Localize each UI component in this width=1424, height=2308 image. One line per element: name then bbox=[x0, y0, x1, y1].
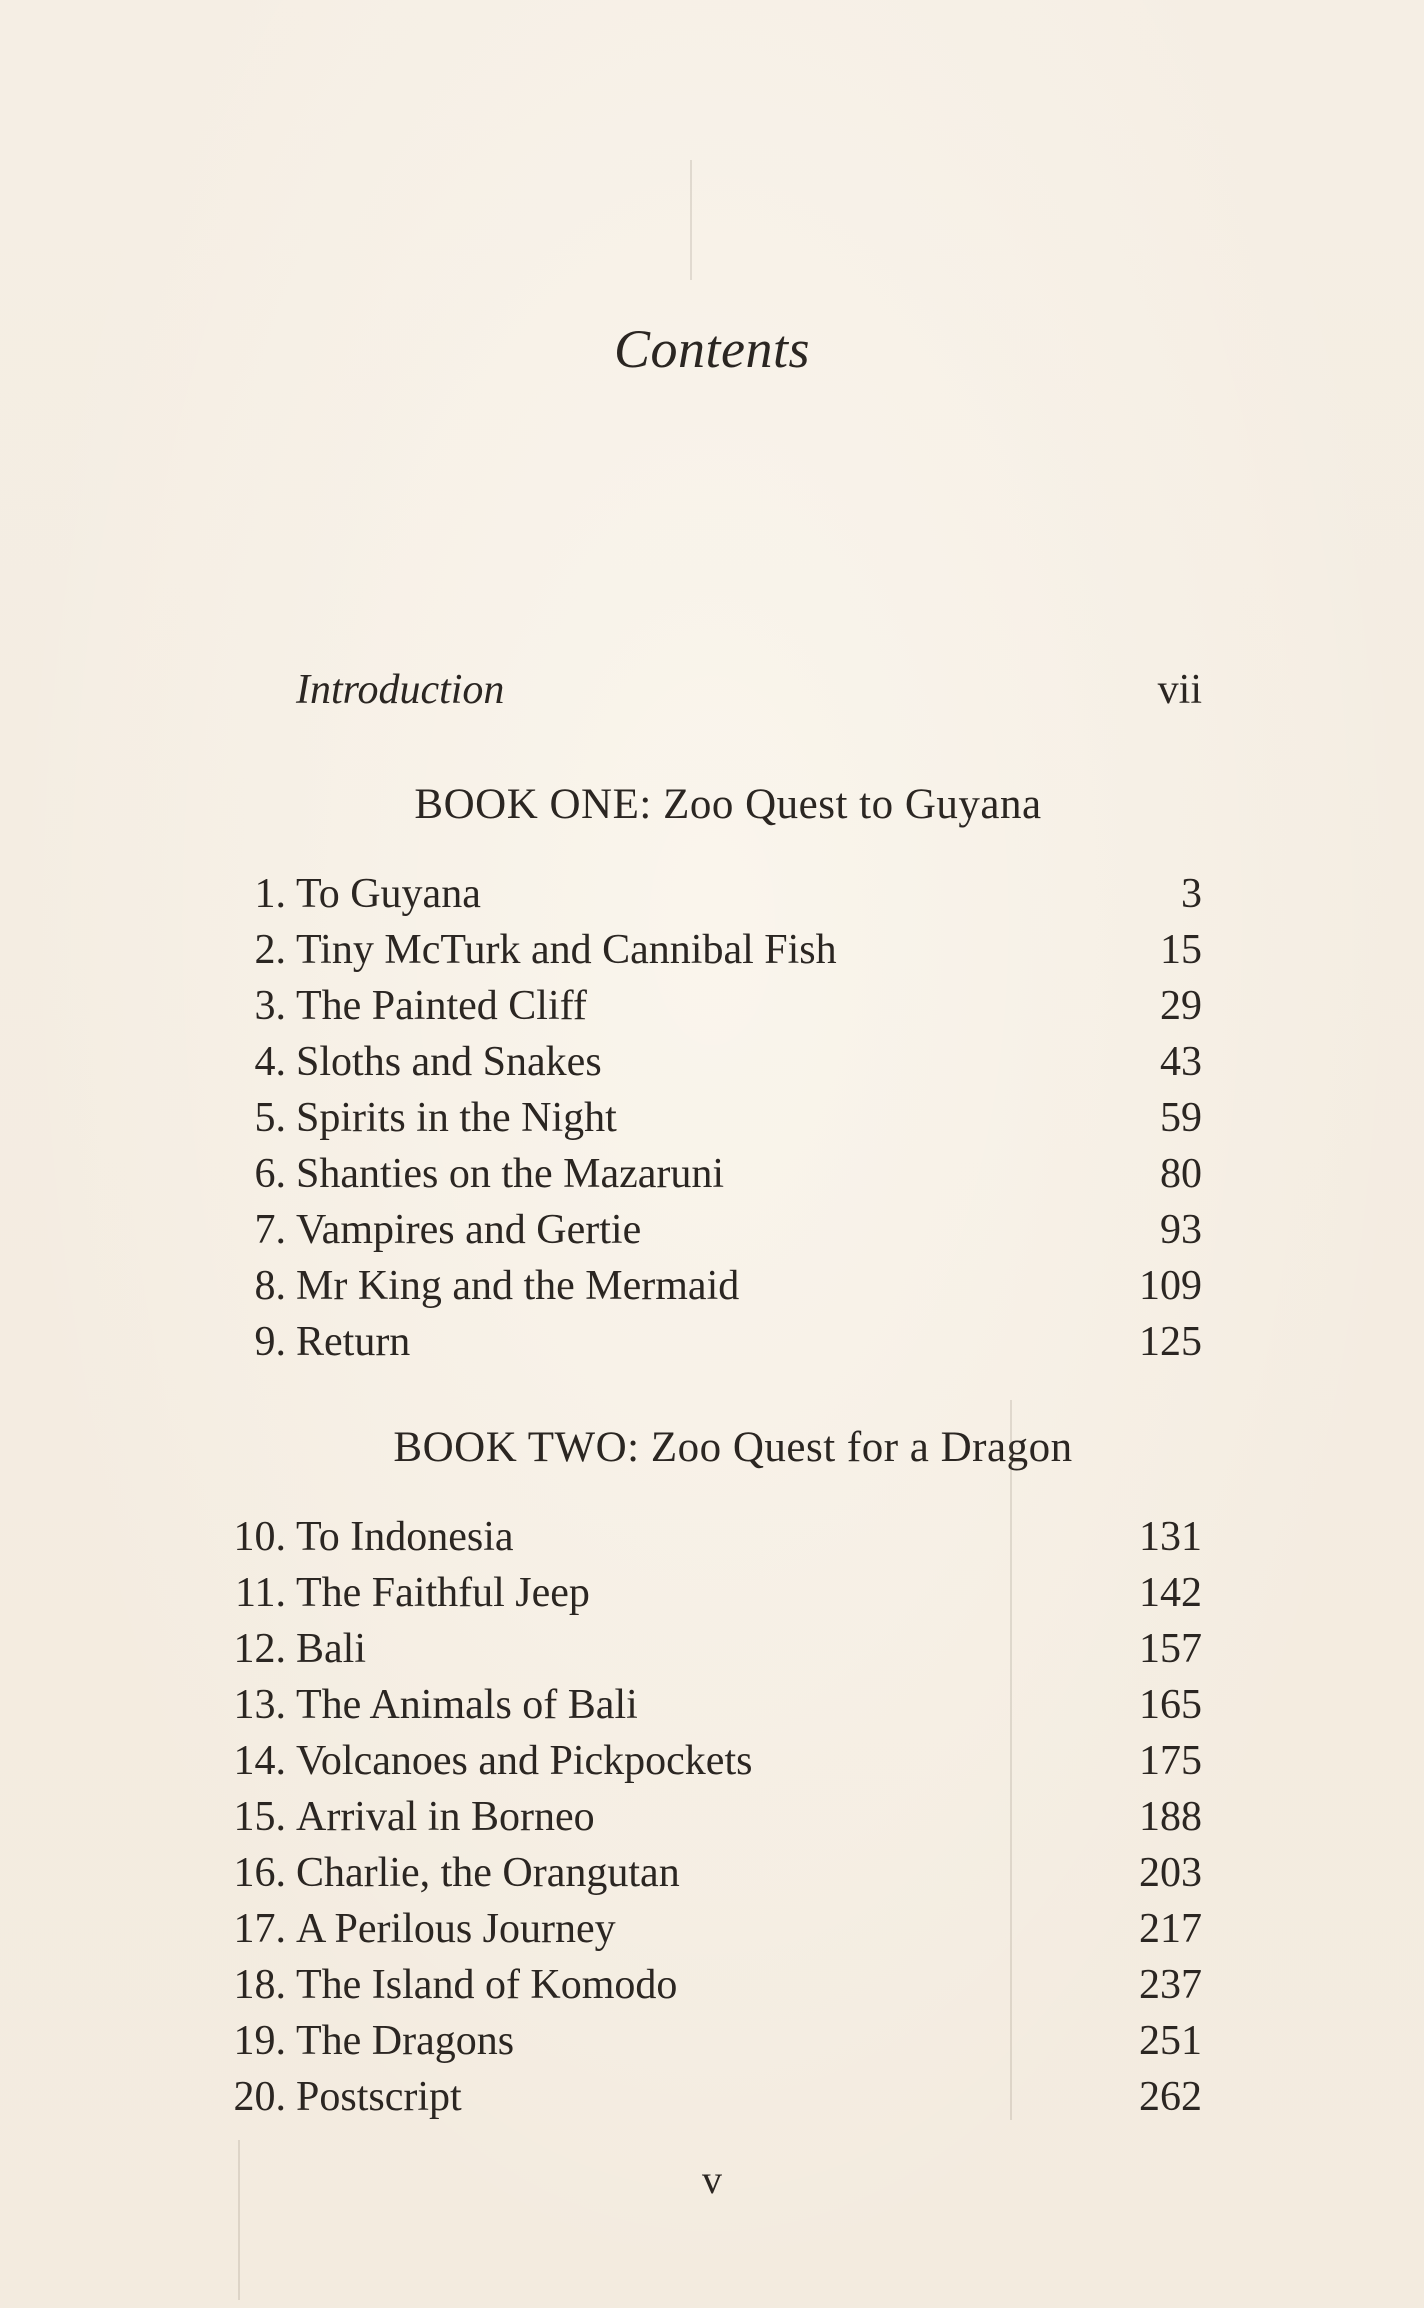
chapter-title: To Guyana bbox=[296, 871, 481, 917]
chapter-entry bbox=[190, 1957, 1202, 2013]
chapter-entry bbox=[190, 1034, 1202, 1090]
chapter-entry bbox=[190, 1146, 1202, 1202]
chapter-number: 18. bbox=[233, 1962, 286, 2008]
chapter-entry bbox=[190, 1733, 1202, 1789]
chapter-page-number: 217 bbox=[1139, 1906, 1202, 1952]
chapter-entry bbox=[190, 1202, 1202, 1258]
chapter-number: 2. bbox=[254, 927, 286, 973]
chapter-page-number: 29 bbox=[1160, 983, 1202, 1029]
book-heading-text: BOOK TWO: Zoo Quest for a Dragon bbox=[393, 1424, 1073, 1471]
chapter-number: 13. bbox=[233, 1682, 286, 1728]
chapter-title: The Faithful Jeep bbox=[296, 1570, 590, 1616]
chapter-title: The Animals of Bali bbox=[296, 1682, 638, 1728]
chapter-page-number: 109 bbox=[1139, 1263, 1202, 1309]
chapter-page-number: 142 bbox=[1139, 1570, 1202, 1616]
chapter-number: 15. bbox=[233, 1794, 286, 1840]
introduction-page-number: vii bbox=[1157, 667, 1202, 713]
chapter-entry bbox=[190, 1901, 1202, 1957]
chapter-page-number: 125 bbox=[1139, 1319, 1202, 1365]
chapter-page-number: 93 bbox=[1160, 1207, 1202, 1253]
chapter-number: 17. bbox=[233, 1906, 286, 1952]
chapter-entry bbox=[190, 1565, 1202, 1621]
book-two-heading bbox=[0, 1423, 1424, 1472]
chapter-page-number: 203 bbox=[1139, 1850, 1202, 1896]
chapter-page-number: 3 bbox=[1181, 871, 1202, 917]
chapter-number: 1. bbox=[254, 871, 286, 917]
chapter-entry bbox=[190, 1789, 1202, 1845]
chapter-entry bbox=[190, 922, 1202, 978]
page-folio: v bbox=[702, 2157, 722, 2202]
book-one-heading bbox=[0, 780, 1424, 829]
chapter-number: 4. bbox=[254, 1039, 286, 1085]
chapter-number: 12. bbox=[233, 1626, 286, 1672]
introduction-entry bbox=[296, 666, 1202, 726]
chapter-page-number: 15 bbox=[1160, 927, 1202, 973]
chapter-number: 11. bbox=[235, 1570, 286, 1616]
chapter-page-number: 251 bbox=[1139, 2018, 1202, 2064]
chapter-title: Bali bbox=[296, 1626, 366, 1672]
introduction-label: Introduction bbox=[296, 667, 505, 713]
chapter-entry bbox=[190, 2069, 1202, 2125]
chapter-page-number: 131 bbox=[1139, 1514, 1202, 1560]
chapter-number: 8. bbox=[254, 1263, 286, 1309]
chapter-title: Vampires and Gertie bbox=[296, 1207, 642, 1253]
chapter-title: Tiny McTurk and Cannibal Fish bbox=[296, 927, 837, 973]
chapter-entry bbox=[190, 866, 1202, 922]
chapter-title: Spirits in the Night bbox=[296, 1095, 617, 1141]
chapter-title: Postscript bbox=[296, 2074, 462, 2120]
chapter-title: Charlie, the Orangutan bbox=[296, 1850, 680, 1896]
book-heading-text: BOOK ONE: Zoo Quest to Guyana bbox=[414, 781, 1042, 828]
chapter-number: 14. bbox=[233, 1738, 286, 1784]
chapter-title: To Indonesia bbox=[296, 1514, 514, 1560]
book-one-chapter-list bbox=[190, 866, 1202, 1370]
chapter-page-number: 175 bbox=[1139, 1738, 1202, 1784]
chapter-page-number: 43 bbox=[1160, 1039, 1202, 1085]
chapter-page-number: 237 bbox=[1139, 1962, 1202, 2008]
chapter-number: 16. bbox=[233, 1850, 286, 1896]
book-two-chapter-list bbox=[190, 1509, 1202, 2125]
chapter-number: 7. bbox=[254, 1207, 286, 1253]
chapter-number: 20. bbox=[233, 2074, 286, 2120]
chapter-title: A Perilous Journey bbox=[296, 1906, 616, 1952]
chapter-number: 3. bbox=[254, 983, 286, 1029]
chapter-page-number: 59 bbox=[1160, 1095, 1202, 1141]
chapter-number: 9. bbox=[254, 1319, 286, 1365]
chapter-title: The Painted Cliff bbox=[296, 983, 587, 1029]
chapter-page-number: 157 bbox=[1139, 1626, 1202, 1672]
chapter-number: 6. bbox=[254, 1151, 286, 1197]
chapter-entry bbox=[190, 1090, 1202, 1146]
chapter-page-number: 188 bbox=[1139, 1794, 1202, 1840]
chapter-entry bbox=[190, 1845, 1202, 1901]
chapter-title: The Dragons bbox=[296, 2018, 515, 2064]
chapter-title: Mr King and the Mermaid bbox=[296, 1263, 740, 1309]
chapter-number: 10. bbox=[233, 1514, 286, 1560]
chapter-number: 5. bbox=[254, 1095, 286, 1141]
chapter-title: Return bbox=[296, 1319, 411, 1365]
chapter-title: Volcanoes and Pickpockets bbox=[296, 1738, 753, 1784]
chapter-title: Sloths and Snakes bbox=[296, 1039, 602, 1085]
chapter-entry bbox=[190, 2013, 1202, 2069]
chapter-entry bbox=[190, 1509, 1202, 1565]
chapter-number: 19. bbox=[233, 2018, 286, 2064]
chapter-title: The Island of Komodo bbox=[296, 1962, 678, 2008]
chapter-entry bbox=[190, 1258, 1202, 1314]
chapter-page-number: 262 bbox=[1139, 2074, 1202, 2120]
paper-mark bbox=[1010, 1400, 1012, 2120]
chapter-entry bbox=[190, 1677, 1202, 1733]
chapter-page-number: 165 bbox=[1139, 1682, 1202, 1728]
chapter-page-number: 80 bbox=[1160, 1151, 1202, 1197]
paper-mark bbox=[238, 2140, 240, 2300]
chapter-entry bbox=[190, 1621, 1202, 1677]
page-title: Contents bbox=[613, 319, 810, 379]
chapter-title: Shanties on the Mazaruni bbox=[296, 1151, 725, 1197]
chapter-entry bbox=[190, 978, 1202, 1034]
paper-mark bbox=[690, 160, 692, 280]
chapter-entry bbox=[190, 1314, 1202, 1370]
chapter-title: Arrival in Borneo bbox=[296, 1794, 595, 1840]
